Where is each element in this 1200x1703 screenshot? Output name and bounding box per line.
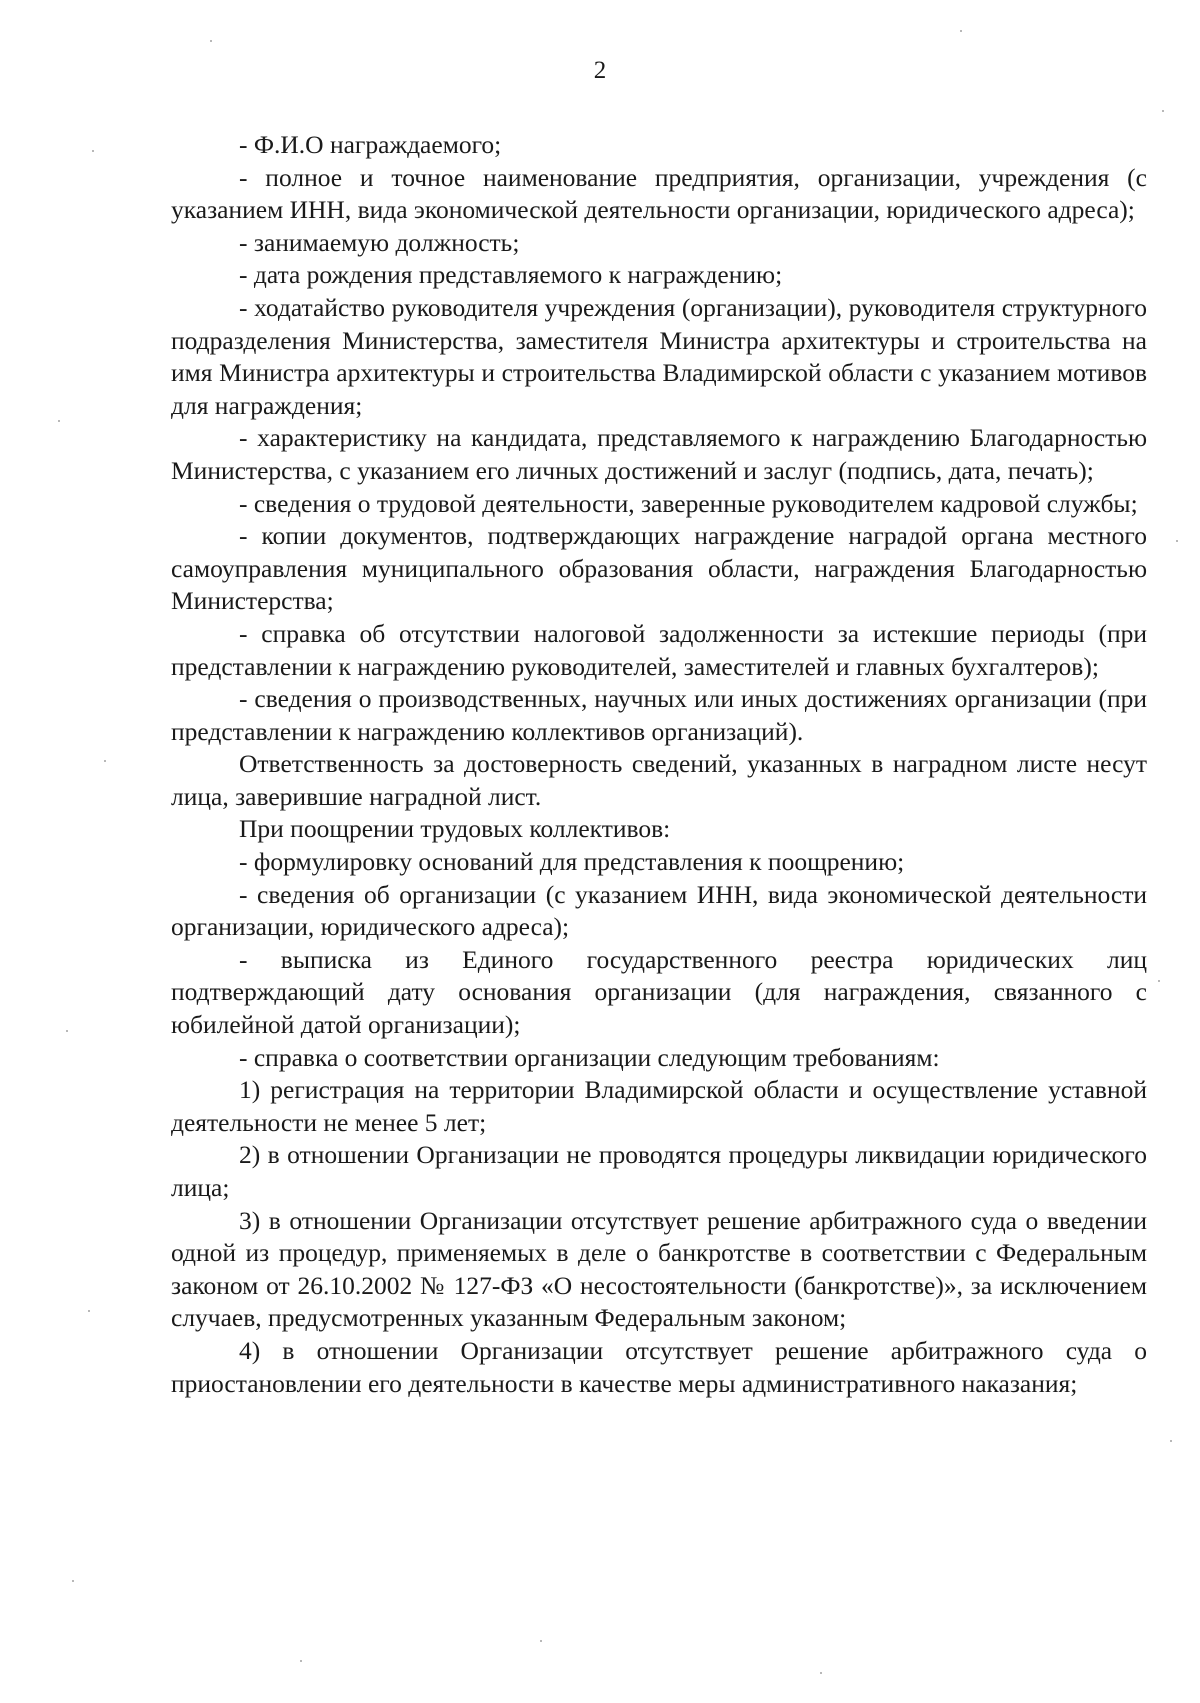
paragraph-20: 4) в отношении Организации отсутствует решение арбитражного суда о приостановлении его деятельности в качестве меры административного наказания; [171,1335,1147,1398]
paragraph-3: - занимаемую должность; [239,227,520,257]
paragraph-7: - сведения о трудовой деятельности, заверенные руководителем кадровой службы; [239,488,1138,518]
paragraph-13: - формулировку оснований для представления к поощрению; [239,847,905,877]
paragraph-1: - Ф.И.О награждаемого; [239,130,502,159]
page-number: 2 [593,57,607,84]
paragraph-9: - справка об отсутствии налоговой задолженности за истекшие периоды (при представлении к награждению руководителей, заместителей и главных бухгалтеров); [171,618,1147,681]
paragraph-14: - сведения об организации (с указанием ИНН, вида экономической деятельности организации, юридического адреса); [171,879,1147,942]
paragraph-18: 2) в отношении Организации не проводятся процедуры ликвидации юридического лица; [171,1140,1147,1202]
document-body [171,129,1147,1400]
paragraph-4: - дата рождения представляемого к награждению; [239,260,783,290]
paragraph-17: 1) регистрация на территории Владимирской области и осуществление уставной деятельности не менее 5 лет; [171,1075,1147,1137]
paragraph-5: - ходатайство руководителя учреждения (организации), руководителя структурного подразделения Министерства, заместителя Министра архитектуры и строительства на имя Министра архитектуры и строительства Владимирской области с указанием мотивов для награждения; [171,292,1147,420]
paragraph-2: - полное и точное наименование предприятия, организации, учреждения (с указанием ИНН, вида экономической деятельности организации, юридического адреса); [171,162,1147,225]
paragraph-8: - копии документов, подтверждающих награждение наградой органа местного самоуправления муниципального образования области, награждения Благодарностью Министерства; [171,521,1147,616]
paragraph-6: - характеристику на кандидата, представляемого к награждению Благодарностью Министерства, с указанием его личных достижений и заслуг (подпись, дата, печать); [171,423,1147,485]
paragraph-19: 3) в отношении Организации отсутствует решение арбитражного суда о введении одной из процедур, применяемых в деле о банкротстве в соответствии с Федеральным законом от 26.10.2002 № 127-ФЗ «О несостоятельности (банкротстве)», за исключением случаев, предусмотренных указанным Федеральным законом; [171,1205,1147,1333]
paragraph-16: - справка о соответствии организации следующим требованиям: [239,1042,940,1072]
paragraph-10: - сведения о производственных, научных или иных достижениях организации (при представлении к награждению коллективов организаций). [171,684,1147,746]
paragraph-15: - выписка из Единого государственного реестра юридических лиц подтверждающий дату основания организации (для награждения, связанного с юбилейной датой организации); [171,944,1147,1040]
paragraph-12: При поощрении трудовых коллективов: [239,814,671,844]
paragraph-11: Ответственность за достоверность сведений, указанных в наградном листе несут лица, заверившие наградной лист. [171,749,1147,811]
